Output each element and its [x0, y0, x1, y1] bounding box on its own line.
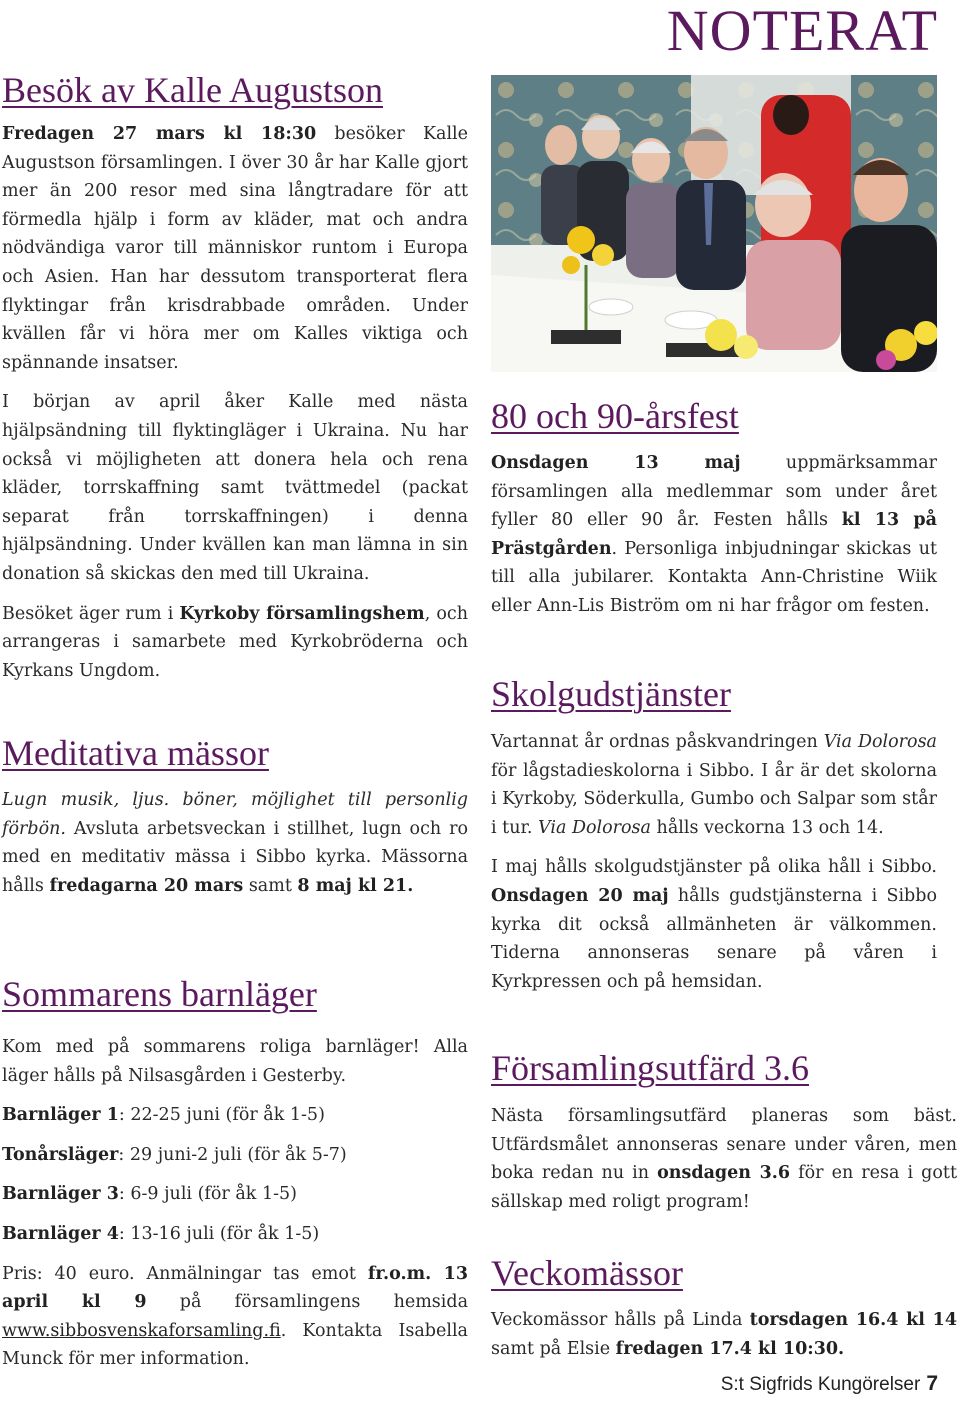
section-masthead: NOTERAT	[666, 0, 938, 63]
kalle-paragraph-2: I början av april åker Kalle med nästa hjälpsändning till flyktingläger i Ukraina. Nu har också vi möjligheten att donera hela och rena kläder, torrskaffning samt tvättmedel (packat separat från torrskaffningen) i denna hjälpsändning. Under kvällen kan man lämna in sin donation så skickas den med till Ukraina.	[2, 392, 468, 584]
article-meditativa	[2, 786, 468, 900]
kalle-paragraph-3: Besöket äger rum i Kyrkoby församlingshem, och arrangeras i samarbete med Kyrkobröderna och Kyrkans Ungdom.	[2, 603, 468, 681]
article-kalle	[2, 120, 468, 685]
utfard-paragraph: Nästa församlingsutfärd planeras som bäst. Utfärdsmålet annonseras senare under våren, men boka redan nu in onsdagen 3.6 för en resa i gott sällskap med roligt program!	[491, 1106, 957, 1212]
fest-paragraph: Onsdagen 13 maj uppmärksammar församlingen alla medlemmar som under året fyller 80 eller 90 år. Festen hålls kl 13 på Prästgården. Personliga inbjudningar skickas ut till alla jubilarer. Kontakta Ann-Christine Wiik eller Ann-Lis Biström om ni har frågor om festen.	[491, 453, 938, 616]
meditativa-paragraph: Lugn musik, ljus. böner, möjlighet till personlig förbön. Avsluta arbetsveckan i stillhet, lugn och ro med en meditativ mässa i Sibbo kyrka. Mässorna hålls fredagarna 20 mars samt 8 maj kl 21.	[2, 790, 468, 896]
event-photo	[491, 75, 937, 372]
skol-paragraph-2: I maj hålls skolgudstjänster på olika håll i Sibbo. Onsdagen 20 maj hålls gudstjänsterna i Sibbo kyrka dit också allmänheten är välkommen. Tiderna annonseras senare på våren i Kyrkpressen och på hemsidan.	[491, 857, 937, 992]
event-photo-illustration	[491, 75, 937, 372]
article-title-kalle: Besök av Kalle Augustson	[2, 70, 383, 110]
parish-website-link[interactable]: www.sibbosvenskaforsamling.fi	[2, 1320, 281, 1341]
article-title-utfard: Församlingsutfärd 3.6	[491, 1048, 809, 1088]
article-title-meditativa: Meditativa mässor	[2, 733, 269, 773]
camp-item: Tonårsläger: 29 juni-2 juli (för åk 5-7)	[2, 1144, 347, 1165]
article-fest	[491, 449, 937, 621]
article-skol	[491, 728, 937, 996]
barnlager-intro: Kom med på sommarens roliga barnläger! Alla läger hålls på Nilsasgården i Gesterby.	[2, 1037, 468, 1086]
page-footer	[721, 1372, 938, 1396]
article-vecko	[491, 1306, 957, 1363]
camp-item: Barnläger 3: 6-9 juli (för åk 1-5)	[2, 1184, 297, 1205]
article-title-skol: Skolgudstjänster	[491, 674, 731, 714]
page-number: 7	[926, 1372, 938, 1395]
article-utfard	[491, 1102, 957, 1216]
camp-item: Barnläger 1: 22-25 juni (för åk 1-5)	[2, 1105, 325, 1126]
kalle-date: Fredagen 27 mars kl 18:30	[2, 124, 317, 144]
publication-name: S:t Sigfrids Kungörelser	[720, 1374, 921, 1395]
article-barnlager	[2, 1033, 468, 1374]
camp-item: Barnläger 4: 13-16 juli (för åk 1-5)	[2, 1223, 320, 1244]
skol-paragraph-1: Vartannat år ordnas påskvandringen Via Dolorosa för lågstadieskolorna i Sibbo. I år är det skolorna i Kyrkoby, Söderkulla, Gumbo och Salpar som står i tur. Via Dolorosa hålls veckorna 13 och 14.	[491, 732, 937, 838]
kalle-paragraph-1: Fredagen 27 mars kl 18:30 besöker Kalle Augustson församlingen. I över 30 år har Kalle gjort mer än 200 resor med sina långtradare för att förmedla hjälp i form av kläder, mat och andra nödvändiga varor till människor runtom i Europa och Asien. Han har dessutom transporterat flera flyktingar från krisdrabbade områden. Under kvällen får vi höra mer om Kalles viktiga och spännande insatser.	[2, 124, 468, 373]
article-title-barnlager: Sommarens barnläger	[2, 974, 317, 1014]
vecko-paragraph: Veckomässor hålls på Linda torsdagen 16.4 kl 14 samt på Elsie fredagen 17.4 kl 10:30.	[491, 1310, 958, 1359]
article-title-fest: 80 och 90-årsfest	[491, 396, 739, 436]
barnlager-price: Pris: 40 euro. Anmälningar tas emot fr.o.m. 13 april kl 9 på församlingens hemsida www.sibbosvenskaforsamling.fi. Kontakta Isabella Munck för mer information.	[2, 1263, 469, 1370]
article-title-vecko: Veckomässor	[491, 1253, 683, 1293]
